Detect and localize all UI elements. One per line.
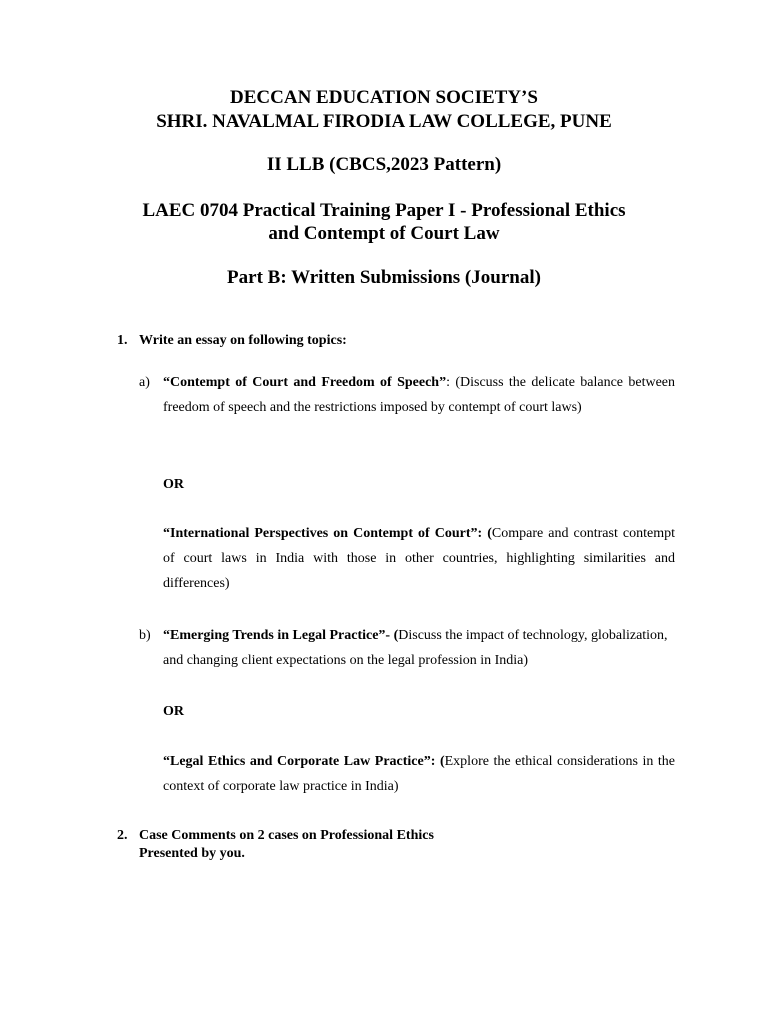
q1a-marker: a)	[139, 375, 150, 390]
q1a-topic2-desc: Compare and contrast contempt of court laws in India with those in other countries, highlighting similarities and differences)	[163, 526, 675, 591]
q1b-topic1-title: “Emerging Trends in Legal Practice”- (	[163, 628, 399, 643]
q1b-topic2	[163, 749, 675, 799]
q1a-topic1-title: “Contempt of Court and Freedom of Speech”	[163, 375, 447, 390]
paper-title-line2: and Contempt of Court Law	[268, 223, 500, 244]
paper-title-line1: LAEC 0704 Practical Training Paper I - Professional Ethics	[142, 200, 626, 221]
q1a-topic2	[163, 521, 675, 596]
part-title: Part B: Written Submissions (Journal)	[227, 267, 541, 288]
q1b-or: OR	[163, 704, 184, 719]
q2-number: 2.	[117, 828, 128, 843]
q1b-marker: b)	[139, 628, 151, 643]
q2-line2: Presented by you.	[139, 846, 245, 861]
q1b-topic1-desc: Discuss the impact of technology, globalization, and changing client expectations on the legal profession in India)	[163, 628, 668, 668]
q1a-topic2-title: “International Perspectives on Contempt of Court”: (	[163, 526, 492, 541]
q2-line1: Case Comments on 2 cases on Professional Ethics	[139, 828, 434, 843]
college-name: SHRI. NAVALMAL FIRODIA LAW COLLEGE, PUNE	[156, 111, 612, 132]
q1a-topic1	[163, 370, 675, 420]
course-title: II LLB (CBCS,2023 Pattern)	[266, 154, 502, 175]
q1b-topic2-desc: Explore the ethical considerations in the context of corporate law practice in India)	[163, 754, 675, 794]
q1b-topic2-title: “Legal Ethics and Corporate Law Practice”: (	[163, 754, 445, 769]
society-name: DECCAN EDUCATION SOCIETY’S	[230, 87, 538, 108]
q1b-topic1	[163, 623, 675, 673]
q1-number: 1.	[117, 333, 128, 348]
q1-title: Write an essay on following topics:	[139, 333, 347, 348]
q1a-or: OR	[163, 477, 184, 492]
q1a-topic1-desc: : (Discuss the delicate balance between freedom of speech and the restrictions imposed by contempt of court laws)	[163, 375, 676, 415]
